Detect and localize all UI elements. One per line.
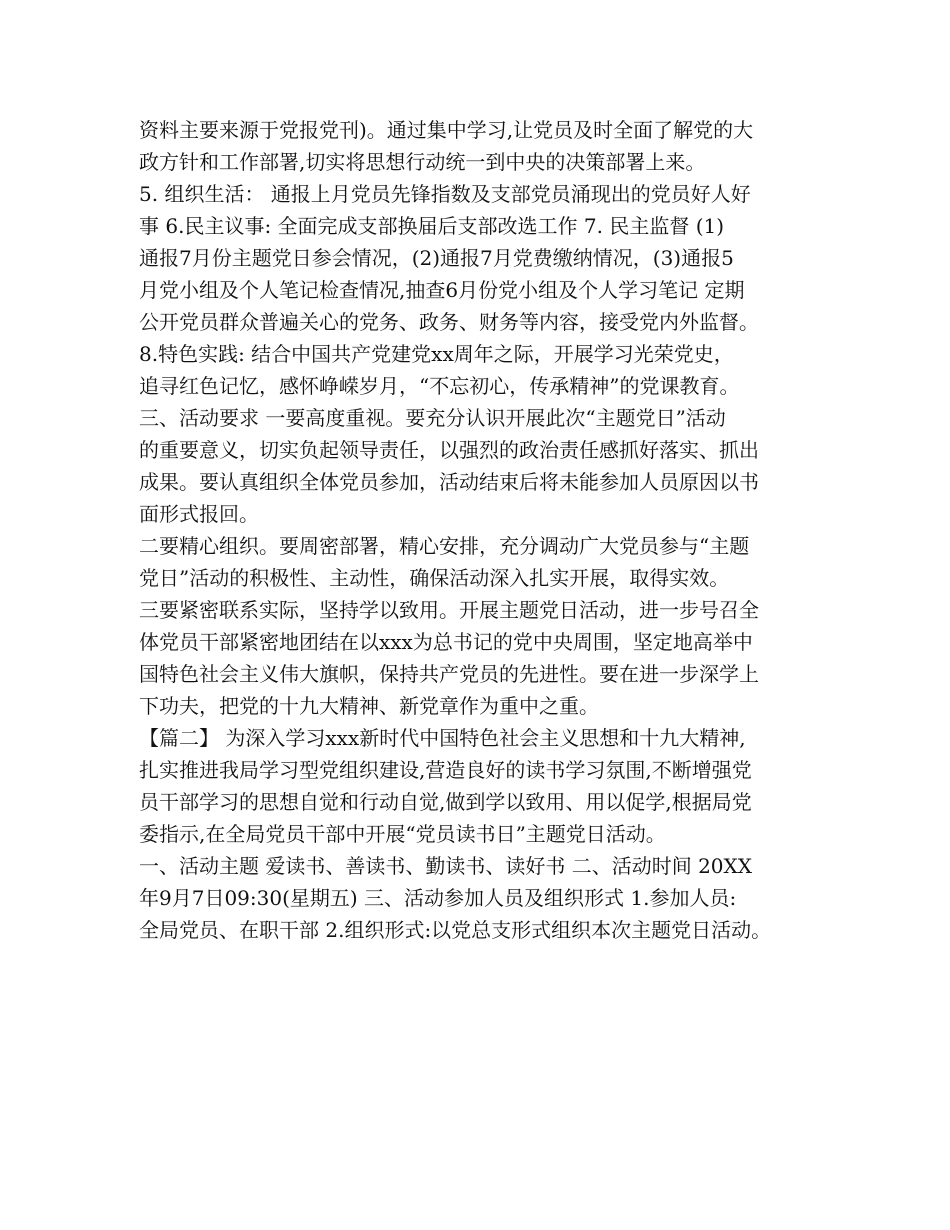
text-line: 一、活动主题 爱读书、善读书、勤读书、读好书 二、活动时间 20XX (139, 854, 752, 878)
text-line: 员干部学习的思想自觉和行动自觉,做到学以致用、用以促学,根据局党 (139, 790, 752, 814)
text-line: 的重要意义，切实负起领导责任，以强烈的政治责任感抓好落实、抓出 (139, 438, 759, 462)
text-line: 8.特色实践: 结合中国共产党建党xx周年之际，开展学习光荣党史， (139, 342, 734, 366)
text-line: 【篇二】 为深入学习xxx新时代中国特色社会主义思想和十九大精神, (139, 726, 746, 750)
text-line: 党日”活动的积极性、主动性，确保活动深入扎实开展，取得实效。 (139, 566, 730, 590)
text-line: 面形式报回。 (139, 502, 259, 526)
text-line: 委指示,在全局党员干部中开展“党员读书日”主题党日活动。 (139, 822, 666, 846)
document-body (139, 114, 829, 946)
text-line: 资料主要来源于党报党刊)。通过集中学习,让党员及时全面了解党的大 (139, 118, 754, 142)
text-line: 国特色社会主义伟大旗帜，保持共产党员的先进性。要在进一步深学上 (139, 662, 759, 686)
text-line: 年9月7日09:30(星期五) 三、活动参加人员及组织形式 1.参加人员: (139, 886, 737, 910)
text-line: 三、活动要求 一要高度重视。要充分认识开展此次“主题党日”活动 (139, 406, 726, 430)
text-line: 通报7月份主题党日参会情况，(2)通报7月党费缴纳情况，(3)通报5 (139, 246, 734, 270)
text-line: 政方针和工作部署,切实将思想行动统一到中央的决策部署上来。 (139, 150, 706, 174)
text-line: 体党员干部紧密地团结在以xxx为总书记的党中央周围，坚定地高举中 (139, 630, 753, 654)
text-line: 成果。要认真组织全体党员参加，活动结束后将未能参加人员原因以书 (139, 470, 759, 494)
text-line: 5. 组织生活： 通报上月党员先锋指数及支部党员涌现出的党员好人好 (139, 182, 751, 206)
text-line: 下功夫，把党的十九大精神、新党章作为重中之重。 (139, 694, 599, 718)
text-line: 扎实推进我局学习型党组织建设,营造良好的读书学习氛围,不断增强党 (139, 758, 752, 782)
text-line: 公开党员群众普遍关心的党务、政务、财务等内容，接受党内外监督。 (139, 310, 759, 334)
text-line: 三要紧密联系实际，坚持学以致用。开展主题党日活动，进一步号召全 (139, 598, 759, 622)
text-line: 事 6.民主议事: 全面完成支部换届后支部改选工作 7. 民主监督 (1) (139, 214, 725, 238)
text-line: 全局党员、在职干部 2.组织形式:以党总支形式组织本次主题党日活动。 (139, 918, 772, 942)
text-line: 月党小组及个人笔记检查情况,抽查6月份党小组及个人学习笔记 定期 (139, 278, 745, 302)
text-line: 追寻红色记忆，感怀峥嵘岁月，“不忘初心，传承精神”的党课教育。 (139, 374, 740, 398)
text-line: 二要精心组织。要周密部署，精心安排，充分调动广大党员参与“主题 (139, 534, 750, 558)
